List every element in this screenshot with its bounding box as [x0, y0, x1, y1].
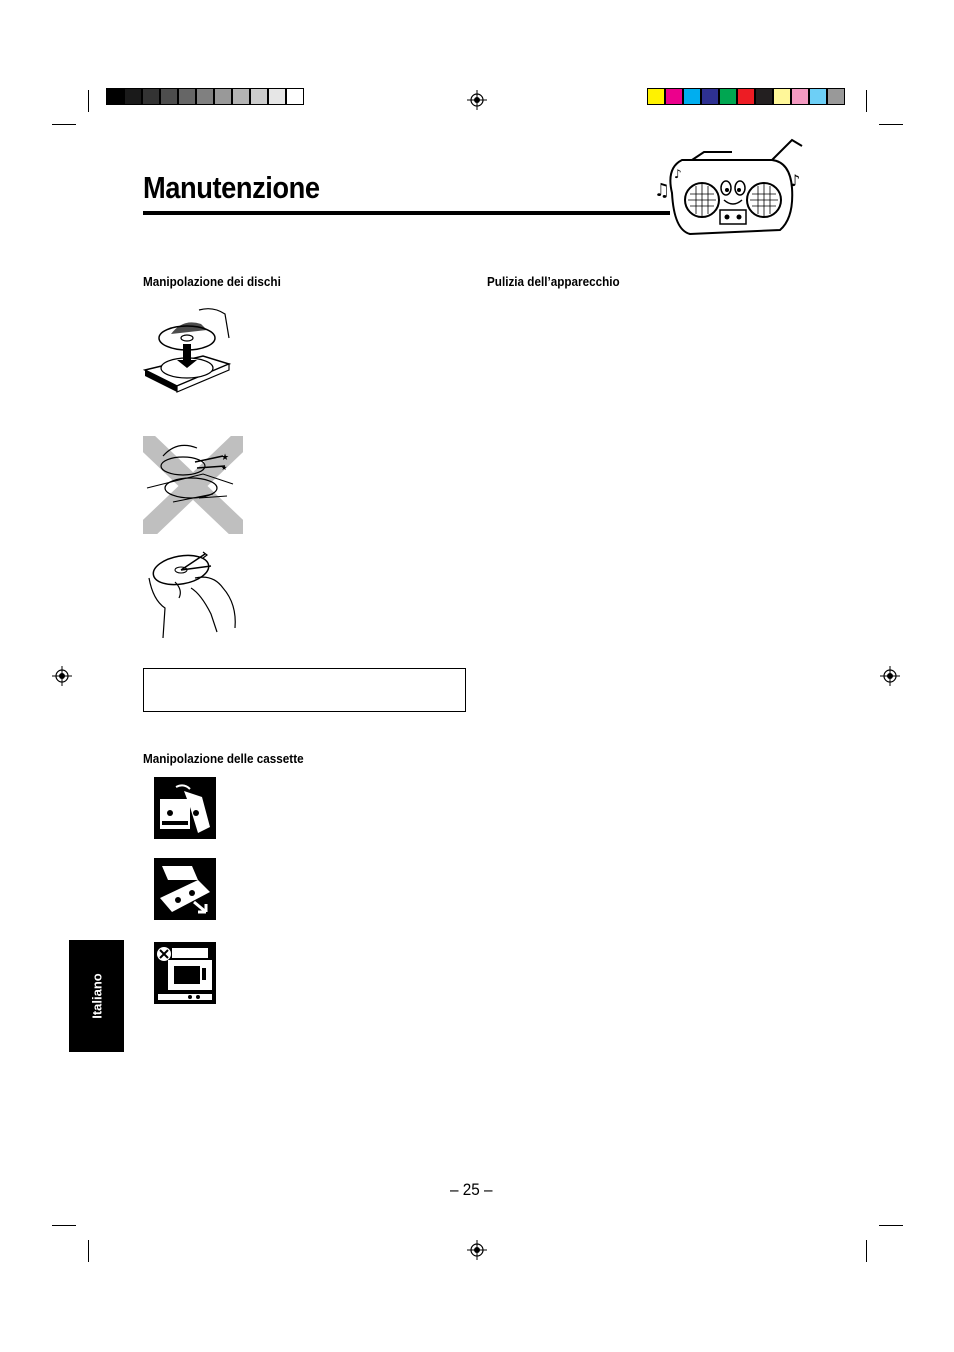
- cassette-heat-warning-icon: [154, 942, 216, 1004]
- svg-text:★: ★: [221, 464, 228, 472]
- calibration-swatch: [791, 88, 809, 105]
- calibration-swatch: [683, 88, 701, 105]
- language-tab: [69, 940, 124, 1052]
- page-number: – 25 –: [450, 1180, 493, 1199]
- note-box: [143, 668, 466, 712]
- language-tab-label: Italiano: [89, 973, 104, 1019]
- registration-mark-icon: [467, 90, 487, 110]
- calibration-swatch: [647, 88, 665, 105]
- registration-mark-icon: [880, 666, 900, 686]
- calibration-swatch: [286, 88, 304, 105]
- disc-wipe-icon: [145, 548, 243, 640]
- crop-mark: [879, 1225, 903, 1226]
- calibration-swatch: [178, 88, 196, 105]
- svg-text:♪: ♪: [790, 171, 801, 190]
- disc-wrong-handling-icon: [143, 436, 243, 534]
- crop-mark: [52, 124, 76, 125]
- calibration-swatch: [701, 88, 719, 105]
- cassette-tab-icon: [154, 858, 216, 920]
- calibration-swatch: [250, 88, 268, 105]
- calibration-swatch: [124, 88, 142, 105]
- registration-mark-icon: [52, 666, 72, 686]
- gray-calibration-bar: [106, 88, 304, 105]
- page-title: Manutenzione: [143, 170, 320, 205]
- color-calibration-bar: [647, 88, 845, 105]
- cassettes-heading: Manipolazione delle cassette: [143, 751, 304, 766]
- svg-text:★: ★: [221, 453, 230, 463]
- discs-heading: Manipolazione dei dischi: [143, 274, 281, 289]
- cassette-tighten-tape-icon: [154, 777, 216, 839]
- calibration-swatch: [737, 88, 755, 105]
- calibration-swatch: [755, 88, 773, 105]
- crop-mark: [52, 1225, 76, 1226]
- disc-tray-insert-icon: [143, 304, 238, 396]
- calibration-swatch: [719, 88, 737, 105]
- calibration-swatch: [268, 88, 286, 105]
- calibration-swatch: [827, 88, 845, 105]
- crop-mark: [88, 90, 89, 112]
- cleaning-heading: Pulizia dell’apparecchio: [487, 274, 620, 289]
- calibration-swatch: [232, 88, 250, 105]
- crop-mark: [866, 90, 867, 112]
- title-rule: [143, 211, 670, 215]
- registration-mark-icon: [467, 1240, 487, 1260]
- calibration-swatch: [665, 88, 683, 105]
- crop-mark: [88, 1240, 89, 1262]
- svg-text:♫: ♫: [654, 180, 671, 201]
- crop-mark: [866, 1240, 867, 1262]
- calibration-swatch: [214, 88, 232, 105]
- crop-mark: [879, 124, 903, 125]
- calibration-swatch: [773, 88, 791, 105]
- calibration-swatch: [142, 88, 160, 105]
- calibration-swatch: [196, 88, 214, 105]
- calibration-swatch: [160, 88, 178, 105]
- calibration-swatch: [106, 88, 124, 105]
- calibration-swatch: [809, 88, 827, 105]
- svg-text:♪: ♪: [674, 167, 682, 181]
- boombox-mascot-icon: [652, 138, 810, 242]
